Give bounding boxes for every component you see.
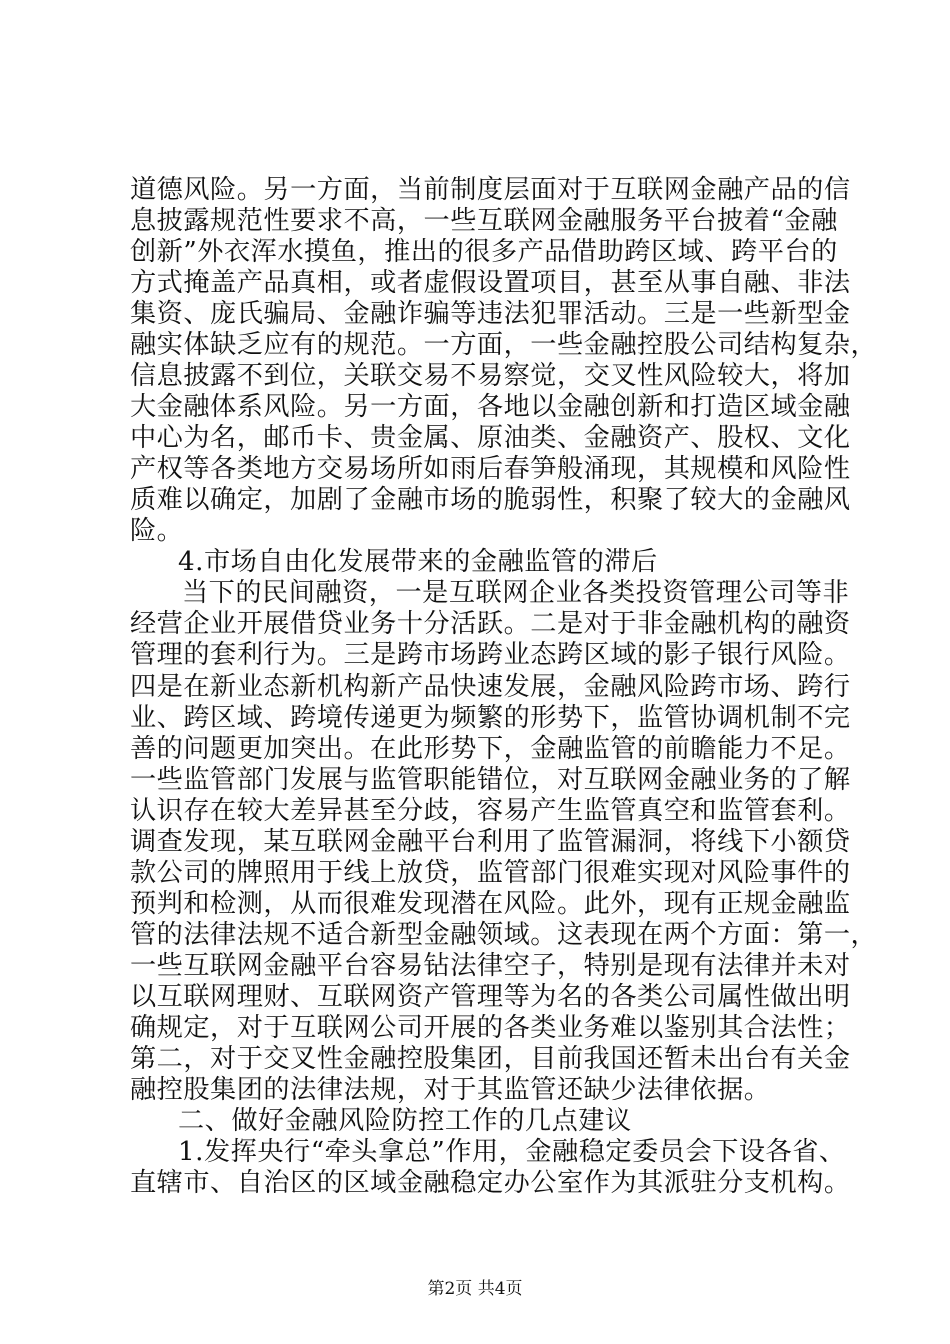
- text-line: 当下的民间融资，一是互联网企业各类投资管理公司等非: [182, 578, 850, 608]
- text-line: 产权等各类地方交易场所如雨后春笋般涌现，其规模和风险性: [130, 454, 851, 484]
- text-line: 集资、庞氏骗局、金融诈骗等违法犯罪活动。三是一些新型金: [130, 299, 851, 329]
- text-line: 经营企业开展借贷业务十分活跃。二是对于非金融机构的融资: [130, 609, 851, 639]
- text-line: 中心为名，邮币卡、贵金属、原油类、金融资产、股权、文化: [130, 423, 851, 453]
- text-line: 业、跨区域、跨境传递更为频繁的形势下，监管协调机制不完: [130, 703, 851, 733]
- text-line: 确规定，对于互联网公司开展的各类业务难以鉴别其合法性；: [130, 1013, 851, 1043]
- text-line: 创新”外衣浑水摸鱼，推出的很多产品借助跨区域、跨平台的: [130, 237, 838, 267]
- text-line: 融控股集团的法律法规，对于其监管还缺少法律依据。: [130, 1075, 771, 1105]
- text-line: 预判和检测，从而很难发现潜在风险。此外，现有正规金融监: [130, 889, 851, 919]
- text-line: 调查发现，某互联网金融平台利用了监管漏洞，将线下小额贷: [130, 827, 851, 857]
- text-line: 一些监管部门发展与监管职能错位，对互联网金融业务的了解: [130, 765, 851, 795]
- text-line: 以互联网理财、互联网资产管理等为名的各类公司属性做出明: [130, 982, 851, 1012]
- text-line: 信息披露不到位，关联交易不易察觉，交叉性风险较大，将加: [130, 361, 851, 391]
- text-line: 息披露规范性要求不高，一些互联网金融服务平台披着“金融: [130, 206, 838, 236]
- text-line: 一些互联网金融平台容易钻法律空子，特别是现有法律并未对: [130, 951, 851, 981]
- text-line: 直辖市、自治区的区域金融稳定办公室作为其派驻分支机构。: [130, 1168, 851, 1198]
- text-line: 管的法律法规不适合新型金融领域。这表现在两个方面：第一，: [130, 920, 878, 950]
- section-heading: 4.市场自由化发展带来的金融监管的滞后: [178, 547, 658, 577]
- text-line: 融实体缺乏应有的规范。一方面，一些金融控股公司结构复杂，: [130, 330, 878, 360]
- text-line: 方式掩盖产品真相，或者虚假设置项目，甚至从事自融、非法: [130, 268, 851, 298]
- page-number-footer: 第2页 共4页: [427, 1279, 523, 1299]
- text-line: 险。: [130, 516, 184, 546]
- text-line: 第二，对于交叉性金融控股集团，目前我国还暂未出台有关金: [130, 1044, 851, 1074]
- text-line: 款公司的牌照用于线上放贷，监管部门很难实现对风险事件的: [130, 858, 851, 888]
- text-line: 四是在新业态新机构新产品快速发展，金融风险跨市场、跨行: [130, 672, 851, 702]
- text-line: 质难以确定，加剧了金融市场的脆弱性，积聚了较大的金融风: [130, 485, 851, 515]
- text-line: 认识存在较大差异甚至分歧，容易产生监管真空和监管套利。: [130, 796, 851, 826]
- text-line: 大金融体系风险。另一方面，各地以金融创新和打造区域金融: [130, 392, 851, 422]
- text-line: 1.发挥央行“牵头拿总”作用，金融稳定委员会下设各省、: [178, 1137, 846, 1167]
- section-heading: 二、做好金融风险防控工作的几点建议: [178, 1106, 632, 1136]
- text-line: 管理的套利行为。三是跨市场跨业态跨区域的影子银行风险。: [130, 640, 851, 670]
- text-line: 善的问题更加突出。在此形势下，金融监管的前瞻能力不足。: [130, 734, 851, 764]
- text-line: 道德风险。另一方面，当前制度层面对于互联网金融产品的信: [130, 175, 851, 205]
